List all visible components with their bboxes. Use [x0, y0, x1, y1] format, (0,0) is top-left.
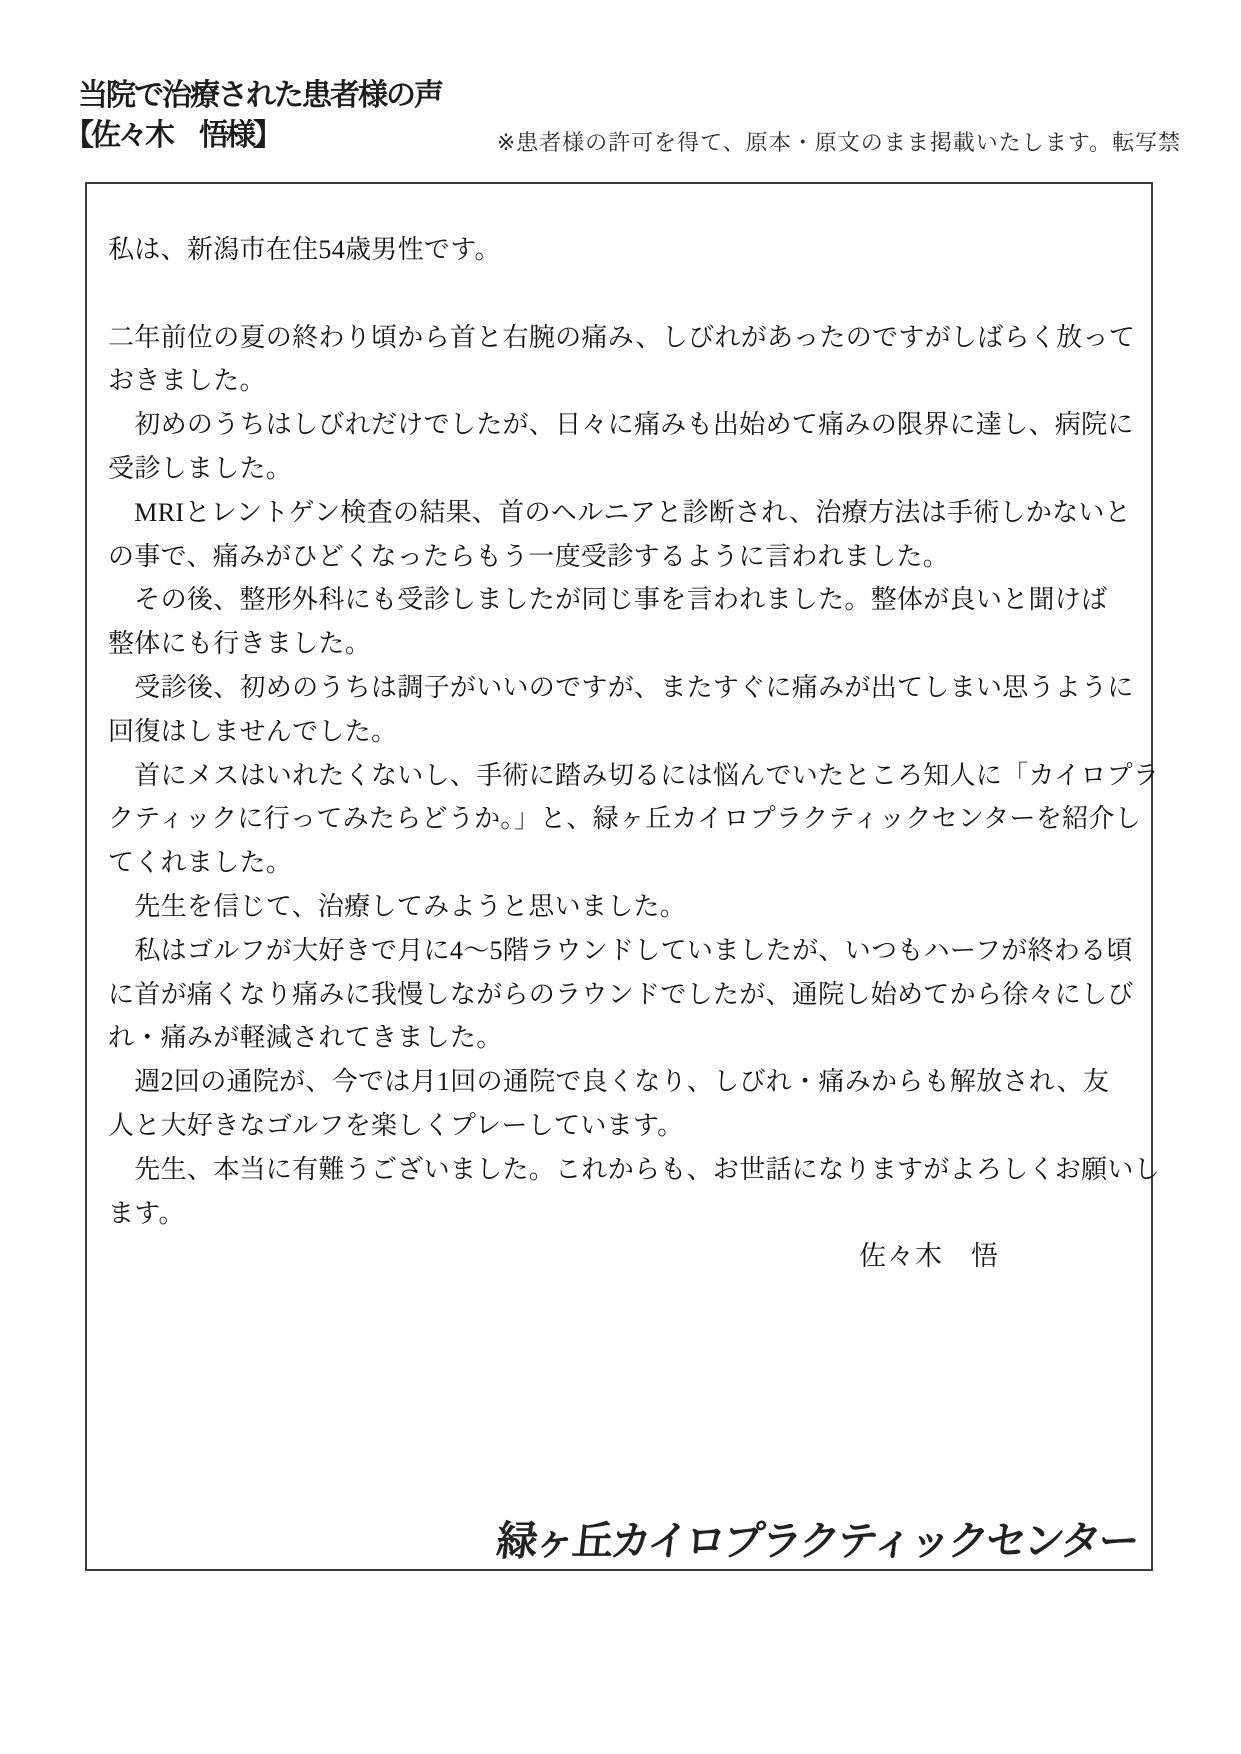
signature: 佐々木 悟	[859, 1241, 999, 1272]
letter-line: 私は、新潟市在住54歳男性です。	[108, 235, 501, 264]
letter-line: 受診しました。	[108, 453, 293, 483]
letter-line: 私はゴルフが大好きで月に4～5階ラウンドしていましたが、いつもハーフが終わる頃	[108, 935, 1133, 965]
letter-line: 先生を信じて、治療してみようと思いました。	[108, 891, 687, 921]
patient-name-heading: 【佐々木 悟様】	[64, 119, 280, 152]
letter-line: おきました。	[108, 366, 266, 396]
letter-line: てくれました。	[108, 848, 293, 878]
page-title: 当院で治療された患者様の声	[78, 79, 442, 112]
letter-body	[87, 184, 1161, 1279]
letter-line: ます。	[108, 1198, 185, 1228]
letter-line: MRIとレントゲン検査の結果、首のヘルニアと診断され、治療方法は手術しかないと	[108, 497, 1131, 527]
letter-line: に首が痛くなり痛みに我慢しながらのラウンドでしたが、通院し始めてから徐々にしび	[108, 979, 1134, 1009]
letter-line: 初めのうちはしびれだけでしたが、日々に痛みも出始めて痛みの限界に達し、病院に	[108, 410, 1134, 440]
letter-line: 週2回の通院が、今では月1回の通院で良くなり、しびれ・痛みからも解放され、友	[108, 1067, 1110, 1097]
clinic-logo: 緑ヶ丘カイロプラクティックセンター	[494, 1518, 1140, 1564]
letter-line: の事で、痛みがひどくなったらもう一度受診するように言われました。	[108, 541, 950, 571]
letter-line: れ・痛みが軽減されてきました。	[108, 1023, 503, 1053]
letter-line: 受診後、初めのうちは調子がいいのですが、またすぐに痛みが出てしまい思うように	[108, 672, 1134, 702]
letter-line: 整体にも行きました。	[108, 629, 372, 659]
letter-line: 人と大好きなゴルフを楽しくプレーしています。	[108, 1110, 684, 1140]
letter-line: 先生、本当に有難うございました。これからも、お世話になりますがよろしくお願いし	[108, 1154, 1161, 1184]
letter-line: 首にメスはいれたくないし、手術に踏み切るには悩んでいたところ知人に「カイロプラ	[108, 760, 1160, 790]
testimonial-letter-box	[85, 182, 1161, 1571]
letter-line: その後、整形外科にも受診しましたが同じ事を言われました。整体が良いと聞けば	[108, 585, 1108, 615]
letter-line: 二年前位の夏の終わり頃から首と右腕の痛み、しびれがあったのですがしばらく放って	[108, 322, 1136, 352]
letter-line: 回復はしませんでした。	[108, 716, 398, 746]
letter-line-blank	[108, 272, 1135, 316]
permission-note: ※患者様の許可を得て、原本・原文のまま掲載いたします。転写禁	[496, 130, 1181, 155]
letter-line: クティックに行ってみたらどうか。」と、緑ヶ丘カイロプラクティックセンターを紹介し	[108, 804, 1142, 834]
